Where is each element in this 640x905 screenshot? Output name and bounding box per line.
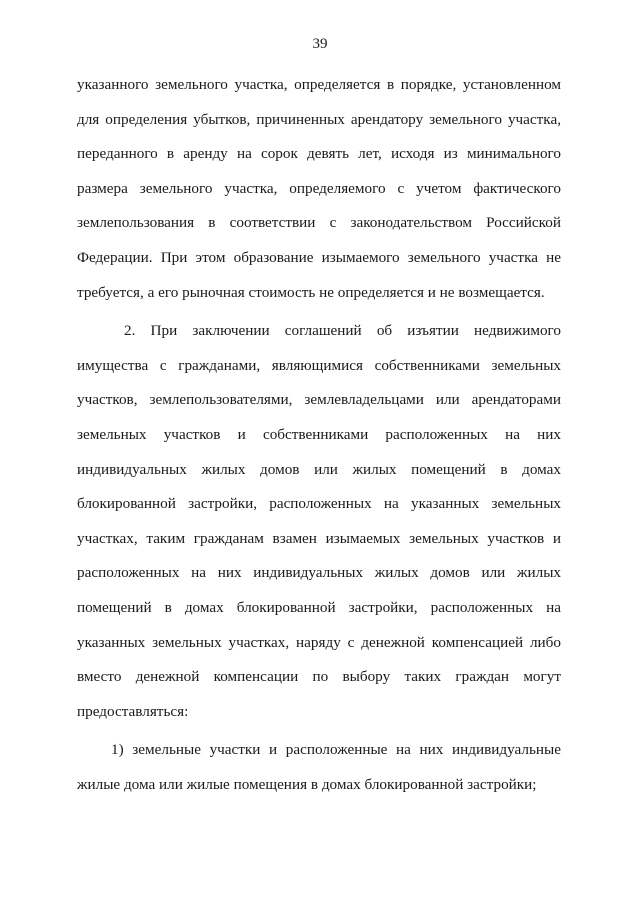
text-line: указанных земельных участках, наряду с денежной компенсацией либо [77, 633, 561, 651]
text-line: 1) земельные участки и расположенные на них индивидуальные [111, 741, 561, 759]
text-line: для определения убытков, причиненных арендатору земельного участка, [77, 110, 561, 128]
text-line: Федерации. При этом образование изымаемого земельного участка не [77, 248, 561, 266]
text-line: помещений в домах блокированной застройки, расположенных на [77, 598, 561, 616]
list-item-1 [77, 733, 561, 802]
page-number: 39 [312, 36, 328, 52]
document-body [77, 68, 561, 802]
text-line: размера земельного участка, определяемого с учетом фактического [77, 179, 561, 197]
text-line: участков, землепользователями, землевладельцами или арендаторами [77, 391, 561, 409]
paragraph-continuation [77, 68, 561, 310]
text-line: жилые дома или жилые помещения в домах блокированной застройки; [77, 775, 537, 793]
text-line: земельных участков и собственниками расположенных на них [77, 425, 561, 443]
text-line: блокированной застройки, расположенных на указанных земельных [77, 495, 561, 513]
text-line: расположенных на них индивидуальных жилых домов или жилых [77, 564, 561, 582]
text-line: переданного в аренду на сорок девять лет, исходя из минимального [77, 145, 561, 163]
text-line: указанного земельного участка, определяется в порядке, установленном [77, 76, 561, 93]
text-line: 2. При заключении соглашений об изъятии недвижимого [124, 322, 561, 340]
paragraph-item-2 [77, 314, 561, 729]
text-line: вместо денежной компенсации по выбору таких граждан могут [77, 668, 561, 686]
text-line: индивидуальных жилых домов или жилых помещений в домах [77, 460, 561, 478]
text-line: участках, таким гражданам взамен изымаемых земельных участков и [77, 529, 561, 547]
text-line: имущества с гражданами, являющимися собственниками земельных [77, 356, 561, 374]
text-line: требуется, а его рыночная стоимость не определяется и не возмещается. [77, 283, 545, 301]
text-line: землепользования в соответствии с законодательством Российской [77, 214, 561, 232]
text-line: предоставляться: [77, 702, 189, 720]
